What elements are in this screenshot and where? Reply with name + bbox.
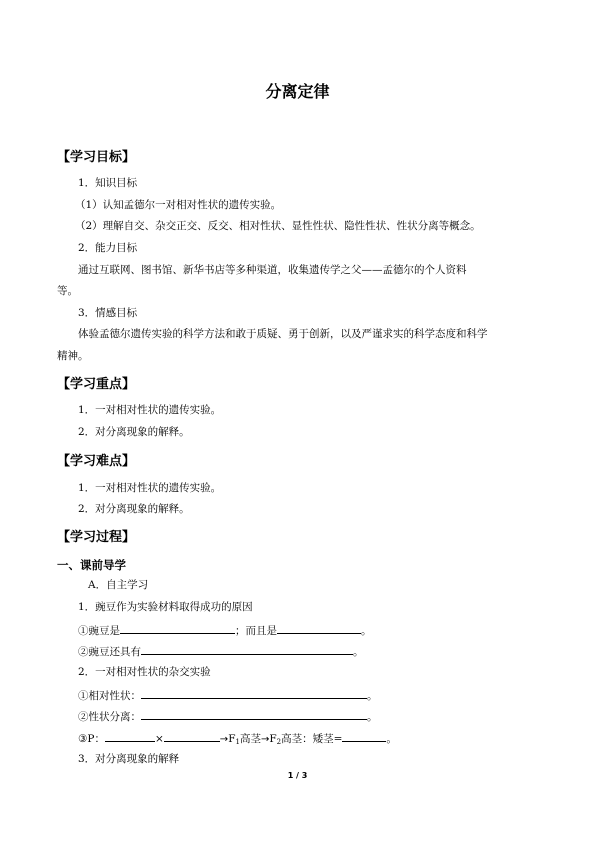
answer-blank-2b[interactable]	[141, 708, 367, 720]
answer-blank-1a-2[interactable]	[277, 622, 361, 634]
knowledge-item-1: （1）认知孟德尔一对相对性状的遗传实验。	[75, 199, 282, 211]
f1-trait: 高茎	[239, 733, 261, 745]
arrow-icon: →	[260, 734, 270, 745]
question-3: 3．对分离现象的解释	[78, 753, 180, 765]
question-2b-end: 。	[367, 711, 378, 723]
f-label-2: F	[269, 733, 277, 745]
answer-blank-2c-2[interactable]	[164, 730, 220, 742]
question-2a-end: 。	[367, 690, 378, 702]
key-points-heading: 【学习重点】	[57, 377, 136, 392]
question-1a-prefix: ①豌豆是	[78, 625, 120, 637]
page-title: 分离定律	[265, 82, 330, 101]
ability-text-line2: 等。	[57, 285, 78, 297]
emotion-heading: 3．情感目标	[78, 307, 138, 319]
question-1b	[78, 643, 364, 659]
question-2b	[78, 708, 378, 724]
objectives-heading: 【学习目标】	[57, 150, 136, 165]
answer-blank-2a[interactable]	[141, 687, 367, 699]
f-label-1: F	[228, 733, 236, 745]
answer-blank-1b[interactable]	[141, 643, 353, 655]
question-2c	[78, 730, 397, 749]
question-2c-end: 。	[386, 733, 397, 745]
question-1b-prefix: ②豌豆还具有	[78, 646, 141, 658]
difficult-point-1: 1．一对相对性状的遗传实验。	[78, 482, 222, 494]
emotion-text-line2: 精神。	[57, 350, 89, 362]
answer-blank-2c-ratio[interactable]	[342, 730, 386, 742]
question-1a	[78, 622, 372, 638]
answer-blank-2c-1[interactable]	[105, 730, 155, 742]
page-number: 1 / 3	[287, 771, 308, 780]
knowledge-item-2: （2）理解自交、杂交正交、反交、相对性状、显性性状、隐性性状、性状分离等概念。	[75, 220, 481, 232]
answer-blank-1a-1[interactable]	[120, 622, 235, 634]
question-1: 1．豌豆作为实验材料取得成功的原因	[78, 601, 253, 613]
process-heading: 【学习过程】	[57, 530, 136, 545]
question-1a-end: 。	[361, 625, 372, 637]
f2-ratio-label: 高茎：矮茎=	[281, 733, 343, 745]
ability-heading: 2．能力目标	[78, 242, 138, 254]
question-1b-end: 。	[353, 646, 364, 658]
question-1a-mid: ；而且是	[235, 625, 277, 637]
ability-text-line1: 通过互联网、图书馆、新华书店等多种渠道，收集遗传学之父——孟德尔的个人资料	[78, 264, 467, 276]
question-2: 2．一对相对性状的杂交实验	[78, 666, 211, 678]
knowledge-heading: 1．知识目标	[78, 177, 138, 189]
pre-class-heading: 一、课前导学	[57, 558, 126, 572]
self-study-heading: A．自主学习	[88, 579, 149, 591]
f-subscript-1: 1	[235, 738, 240, 746]
question-2c-prefix: ③P：	[78, 733, 105, 745]
question-2a-prefix: ①相对性状：	[78, 690, 141, 702]
question-2a	[78, 687, 378, 703]
question-2b-prefix: ②性状分离：	[78, 711, 141, 723]
key-point-1: 1．一对相对性状的遗传实验。	[78, 404, 222, 416]
difficult-points-heading: 【学习难点】	[57, 454, 136, 469]
key-point-2: 2．对分离现象的解释。	[78, 426, 190, 438]
difficult-point-2: 2．对分离现象的解释。	[78, 503, 190, 515]
arrow-icon: →	[219, 734, 229, 745]
emotion-text-line1: 体验孟德尔遗传实验的科学方法和敢于质疑、勇于创新，以及严谨求实的科学态度和科学	[78, 328, 488, 340]
cross-symbol: ×	[154, 733, 164, 745]
f-subscript-2: 2	[276, 738, 282, 746]
